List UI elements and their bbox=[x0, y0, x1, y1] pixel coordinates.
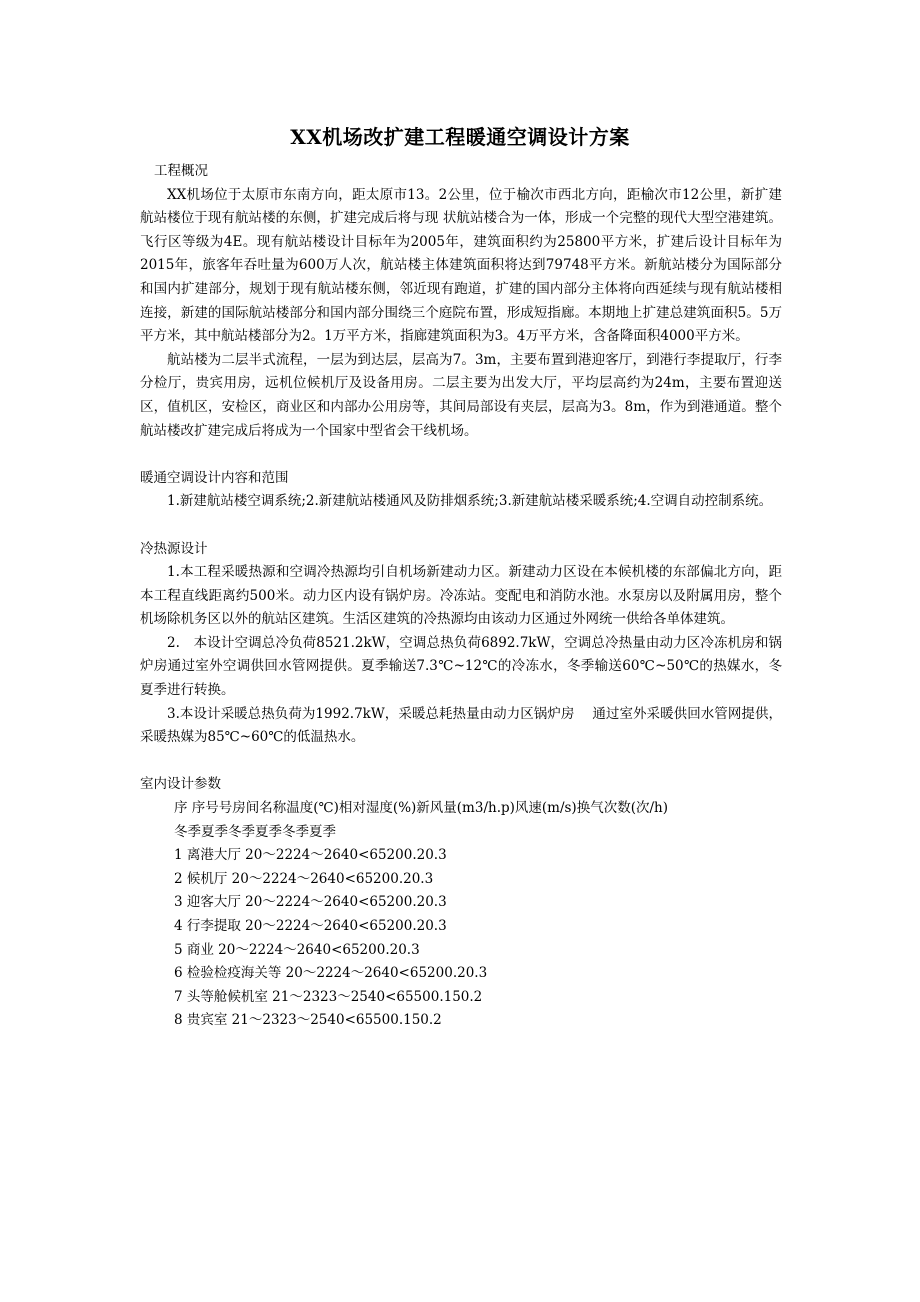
table-row: 8 贵宾室 21～2323～2540<65500.150.2 bbox=[174, 1012, 442, 1029]
source-paragraph-2: 2. 本设计空调总冷负荷8521.2kW，空调总热负荷6892.7kW，空调总冷热量由动力区冷冻机房和锅炉房通过室外空调供回水管网提供。夏季输送7.3℃~12℃的冷冻水，冬季输送60℃~50℃的热媒水，冬夏季进行转换。 bbox=[140, 634, 782, 699]
table-row: 7 头等舱候机室 21～2323～2540<65500.150.2 bbox=[174, 988, 483, 1005]
section-heading-scope: 暖通空调设计内容和范围 bbox=[140, 469, 289, 486]
section-spacer bbox=[140, 443, 782, 467]
document-body bbox=[140, 160, 782, 1033]
table-row: 1 离港大厅 20～2224～2640<65200.20.3 bbox=[174, 847, 447, 864]
table-row: 3 迎客大厅 20～2224～2640<65200.20.3 bbox=[174, 894, 447, 911]
table-row: 2 候机厅 20～2224～2640<65200.20.3 bbox=[174, 870, 434, 887]
table-subheader: 冬季夏季冬季夏季冬季夏季 bbox=[174, 823, 336, 840]
table-row: 6 检验检疫海关等 20～2224～2640<65200.20.3 bbox=[174, 965, 488, 982]
table-header: 序 序号号房间名称温度(℃)相对湿度(%)新风量(m3/h.p)风速(m/s)换气次数(次/h) bbox=[174, 800, 668, 817]
section-heading-overview: 工程概况 bbox=[154, 163, 208, 179]
source-paragraph-3: 3.本设计采暖总热负荷为1992.7kW，采暖总耗热量由动力区锅炉房 通过室外采暖供回水管网提供，采暖热媒为85℃~60℃的低温热水。 bbox=[140, 705, 782, 746]
overview-paragraph-2: 航站楼为二层半式流程，一层为到达层，层高为7。3m，主要布置到港迎客厅，到港行李提取厅，行李分检厅，贵宾用房，远机位候机厅及设备用房。二层主要为出发大厅，平均层高约为24m，主要布置迎送区，值机区，安检区，商业区和内部办公用房等，其间局部设有夹层，层高为3。8m，作为到港通道。整个航站楼改扩建完成后将成为一个国家中型省会干线机场。 bbox=[140, 351, 782, 439]
table-row: 4 行李提取 20～2224～2640<65200.20.3 bbox=[174, 918, 447, 934]
source-paragraph-1: 1.本工程采暖热源和空调冷热源均引自机场新建动力区。新建动力区设在本候机楼的东部偏北方向，距本工程直线距离约500米。动力区内设有锅炉房。冷冻站。变配电和消防水池。水泵房以及附属用房，整个机场除机务区以外的航站区建筑。生活区建筑的冷热源均由该动力区通过外网统一供给各单体建筑。 bbox=[140, 564, 782, 628]
section-heading-indoor: 室内设计参数 bbox=[140, 776, 221, 793]
overview-paragraph-1: XX机场位于太原市东南方向，距太原市13。2公里，位于榆次市西北方向，距榆次市12公里，新扩建航站楼位于现有航站楼的东侧，扩建完成后将与现 状航站楼合为一体，形成一个完整的现代大型空港建筑。飞行区等级为4E。现有航站楼设计目标年为2005年，建筑面积约为25800平方米，扩建后设计目标年为2015年，旅客年吞吐量为600万人次，航站楼主体建筑面积将达到79748平方米。新航站楼分为国际部分和国内扩建部分，规划于现有航站楼东侧，邻近现有跑道，扩建的国内部分主体将向西延续与现有航站楼相连接，新建的国际航站楼部分和国内部分围绕三个庭院布置，形成短指廊。本期地上扩建总建筑面积5。5万平方米，其中航站楼部分为2。1万平方米，指廊建筑面积为3。4万平方米，含备降面积4000平方米。 bbox=[140, 186, 782, 345]
table-row: 5 商业 20～2224～2640<65200.20.3 bbox=[174, 941, 420, 958]
section-spacer bbox=[140, 750, 782, 774]
section-spacer bbox=[140, 514, 782, 538]
document-title: XX机场改扩建工程暖通空调设计方案 bbox=[290, 125, 630, 149]
scope-paragraph-1: 1.新建航站楼空调系统;2.新建航站楼通风及防排烟系统;3.新建航站楼采暖系统;4.空调自动控制系统。 bbox=[167, 493, 773, 510]
section-heading-source: 冷热源设计 bbox=[140, 540, 208, 557]
